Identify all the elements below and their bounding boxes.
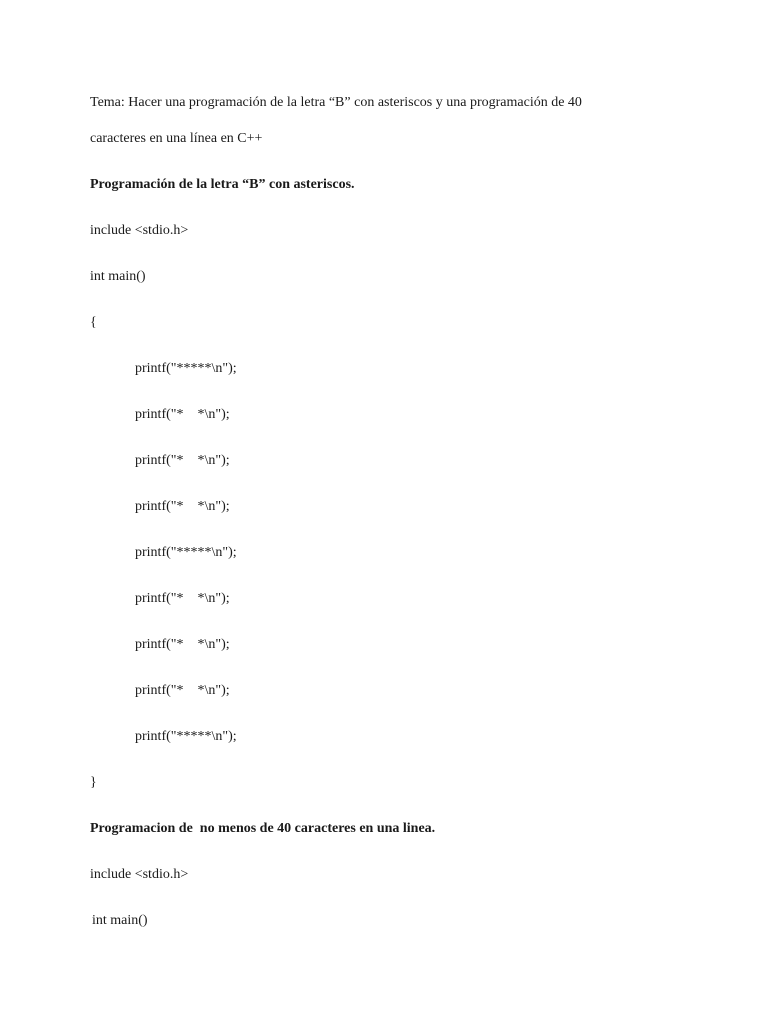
code-printf-line: printf("*****\n"); xyxy=(135,545,237,560)
code-printf-line: printf("* *\n"); xyxy=(135,407,230,422)
tema-line-2: caracteres en una línea en C++ xyxy=(90,131,263,146)
code-printf-line: printf("* *\n"); xyxy=(135,453,230,468)
tema-line-1: Tema: Hacer una programación de la letra “B” con asteriscos y una programación de 40 xyxy=(90,95,582,110)
code-printf-line: printf("* *\n"); xyxy=(135,637,230,652)
code-printf-line: printf("* *\n"); xyxy=(135,499,230,514)
code-main-2: int main() xyxy=(92,913,148,928)
code-main: int main() xyxy=(90,269,146,284)
section-2-heading: Programacion de no menos de 40 caracteres en una linea. xyxy=(90,821,436,836)
code-include-2: include <stdio.h> xyxy=(90,867,189,882)
section-1-heading: Programación de la letra “B” con asteriscos. xyxy=(90,177,355,192)
code-printf-line: printf("* *\n"); xyxy=(135,683,230,698)
code-printf-line: printf("*****\n"); xyxy=(135,361,237,376)
code-printf-line: printf("*****\n"); xyxy=(135,729,237,744)
code-close-brace: } xyxy=(90,775,97,790)
code-printf-line: printf("* *\n"); xyxy=(135,591,230,606)
code-open-brace: { xyxy=(90,315,97,330)
code-include: include <stdio.h> xyxy=(90,223,189,238)
